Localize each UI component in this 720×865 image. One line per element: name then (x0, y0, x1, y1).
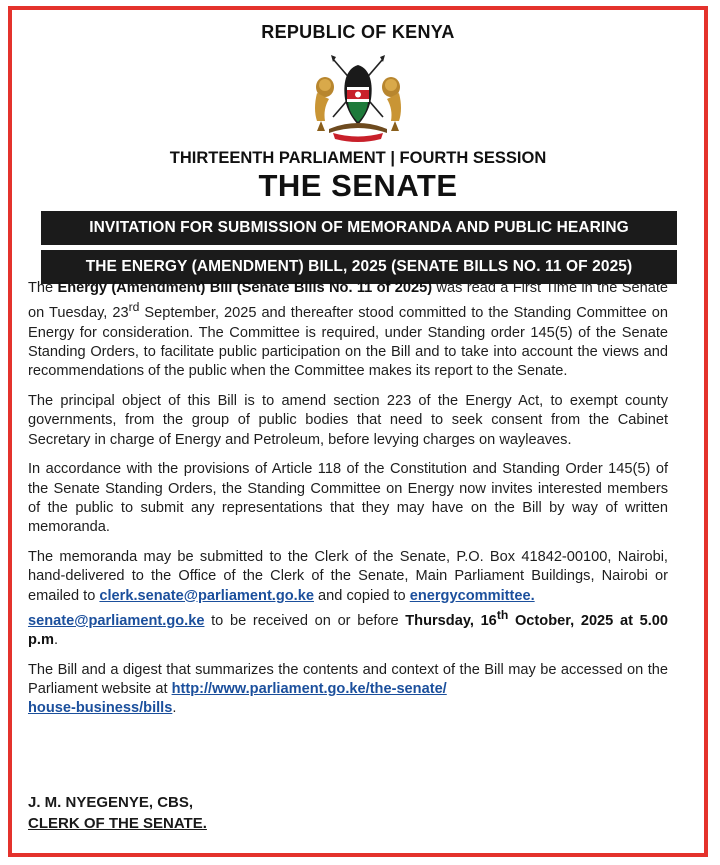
signatory-name: J. M. NYEGENYE, CBS, (28, 794, 194, 811)
paragraph-invitation: In accordance with the provisions of Article 118 of the Constitution and Standing Order 145(5) of the Senate Standing Orders, the Standing Committee on Energy now invites interested members of the public to submit any representations that they may have on the Bill by way of written memoranda. (28, 461, 668, 536)
paragraph-submission: The memoranda may be submitted to the Clerk of the Senate, P.O. Box 41842-00100, Nairobi, hand-delivered to the Office of the Clerk of the Senate, Main Parliament Buildings, Nairobi or emailed to clerk.senate@parliament.go.ke and copied to energycommittee. senate@parliament.go.ke to be received on or before Thursday, 16th October, 2025 at 5.00 p.m. (28, 548, 668, 649)
kenya-coat-of-arms-icon (303, 47, 413, 143)
chamber-heading: THE SENATE (258, 168, 458, 203)
submission-deadline: Thursday, 16th October, 2025 at 5.00 p.m (28, 607, 668, 649)
paragraph-website: The Bill and a digest that summarizes the contents and context of the Bill may be accessed on the Parliament website at http://www.parliament.go.ke/the-senate/ house-business/bills. (28, 661, 668, 717)
signatory-title: CLERK OF THE SENATE. (28, 815, 207, 832)
clerk-email-link[interactable]: clerk.senate@parliament.go.ke (99, 587, 314, 604)
bill-name: Energy (Amendment) Bill (Senate Bills No. 11 of 2025) (57, 280, 433, 296)
paragraph-first-reading: The Energy (Amendment) Bill (Senate Bills No. 11 of 2025) was read a First Time in the Senate on Tuesday, 23rd September, 2025 and thereafter stood committed to the Standing Committee on Energy for consideration. The Committee is required, under Standing order 145(5) of the Senate Standing Orders, to facilitate public participation on the Bill and to take into account the views and recommendations of the public when the Committee makes its report to the Senate. (28, 280, 669, 380)
banner-line-invitation: INVITATION FOR SUBMISSION OF MEMORANDA AND PUBLIC HEARING (89, 218, 629, 236)
paragraph-principal-object: The principal object of this Bill is to amend section 223 of the Energy Act, to exempt county governments, from the group of public bodies that need to seek consent from the Cabinet Secretary in charge of Energy and Petroleum, before levying charges on wayleaves. (28, 392, 668, 448)
banner-line-bill: THE ENERGY (AMENDMENT) BILL, 2025 (SENATE BILLS NO. 11 OF 2025) (85, 257, 633, 275)
notice-body (28, 279, 668, 729)
committee-email-link[interactable]: energycommittee. senate@parliament.go.ke (28, 587, 535, 629)
republic-heading: REPUBLIC OF KENYA (261, 22, 455, 42)
signature-block (28, 792, 207, 834)
notice-header (12, 10, 704, 203)
session-heading: THIRTEENTH PARLIAMENT | FOURTH SESSION (169, 149, 547, 167)
parliament-website-link[interactable]: http://www.parliament.go.ke/the-senate/ house-business/bills (28, 681, 447, 717)
title-banner (41, 211, 677, 284)
